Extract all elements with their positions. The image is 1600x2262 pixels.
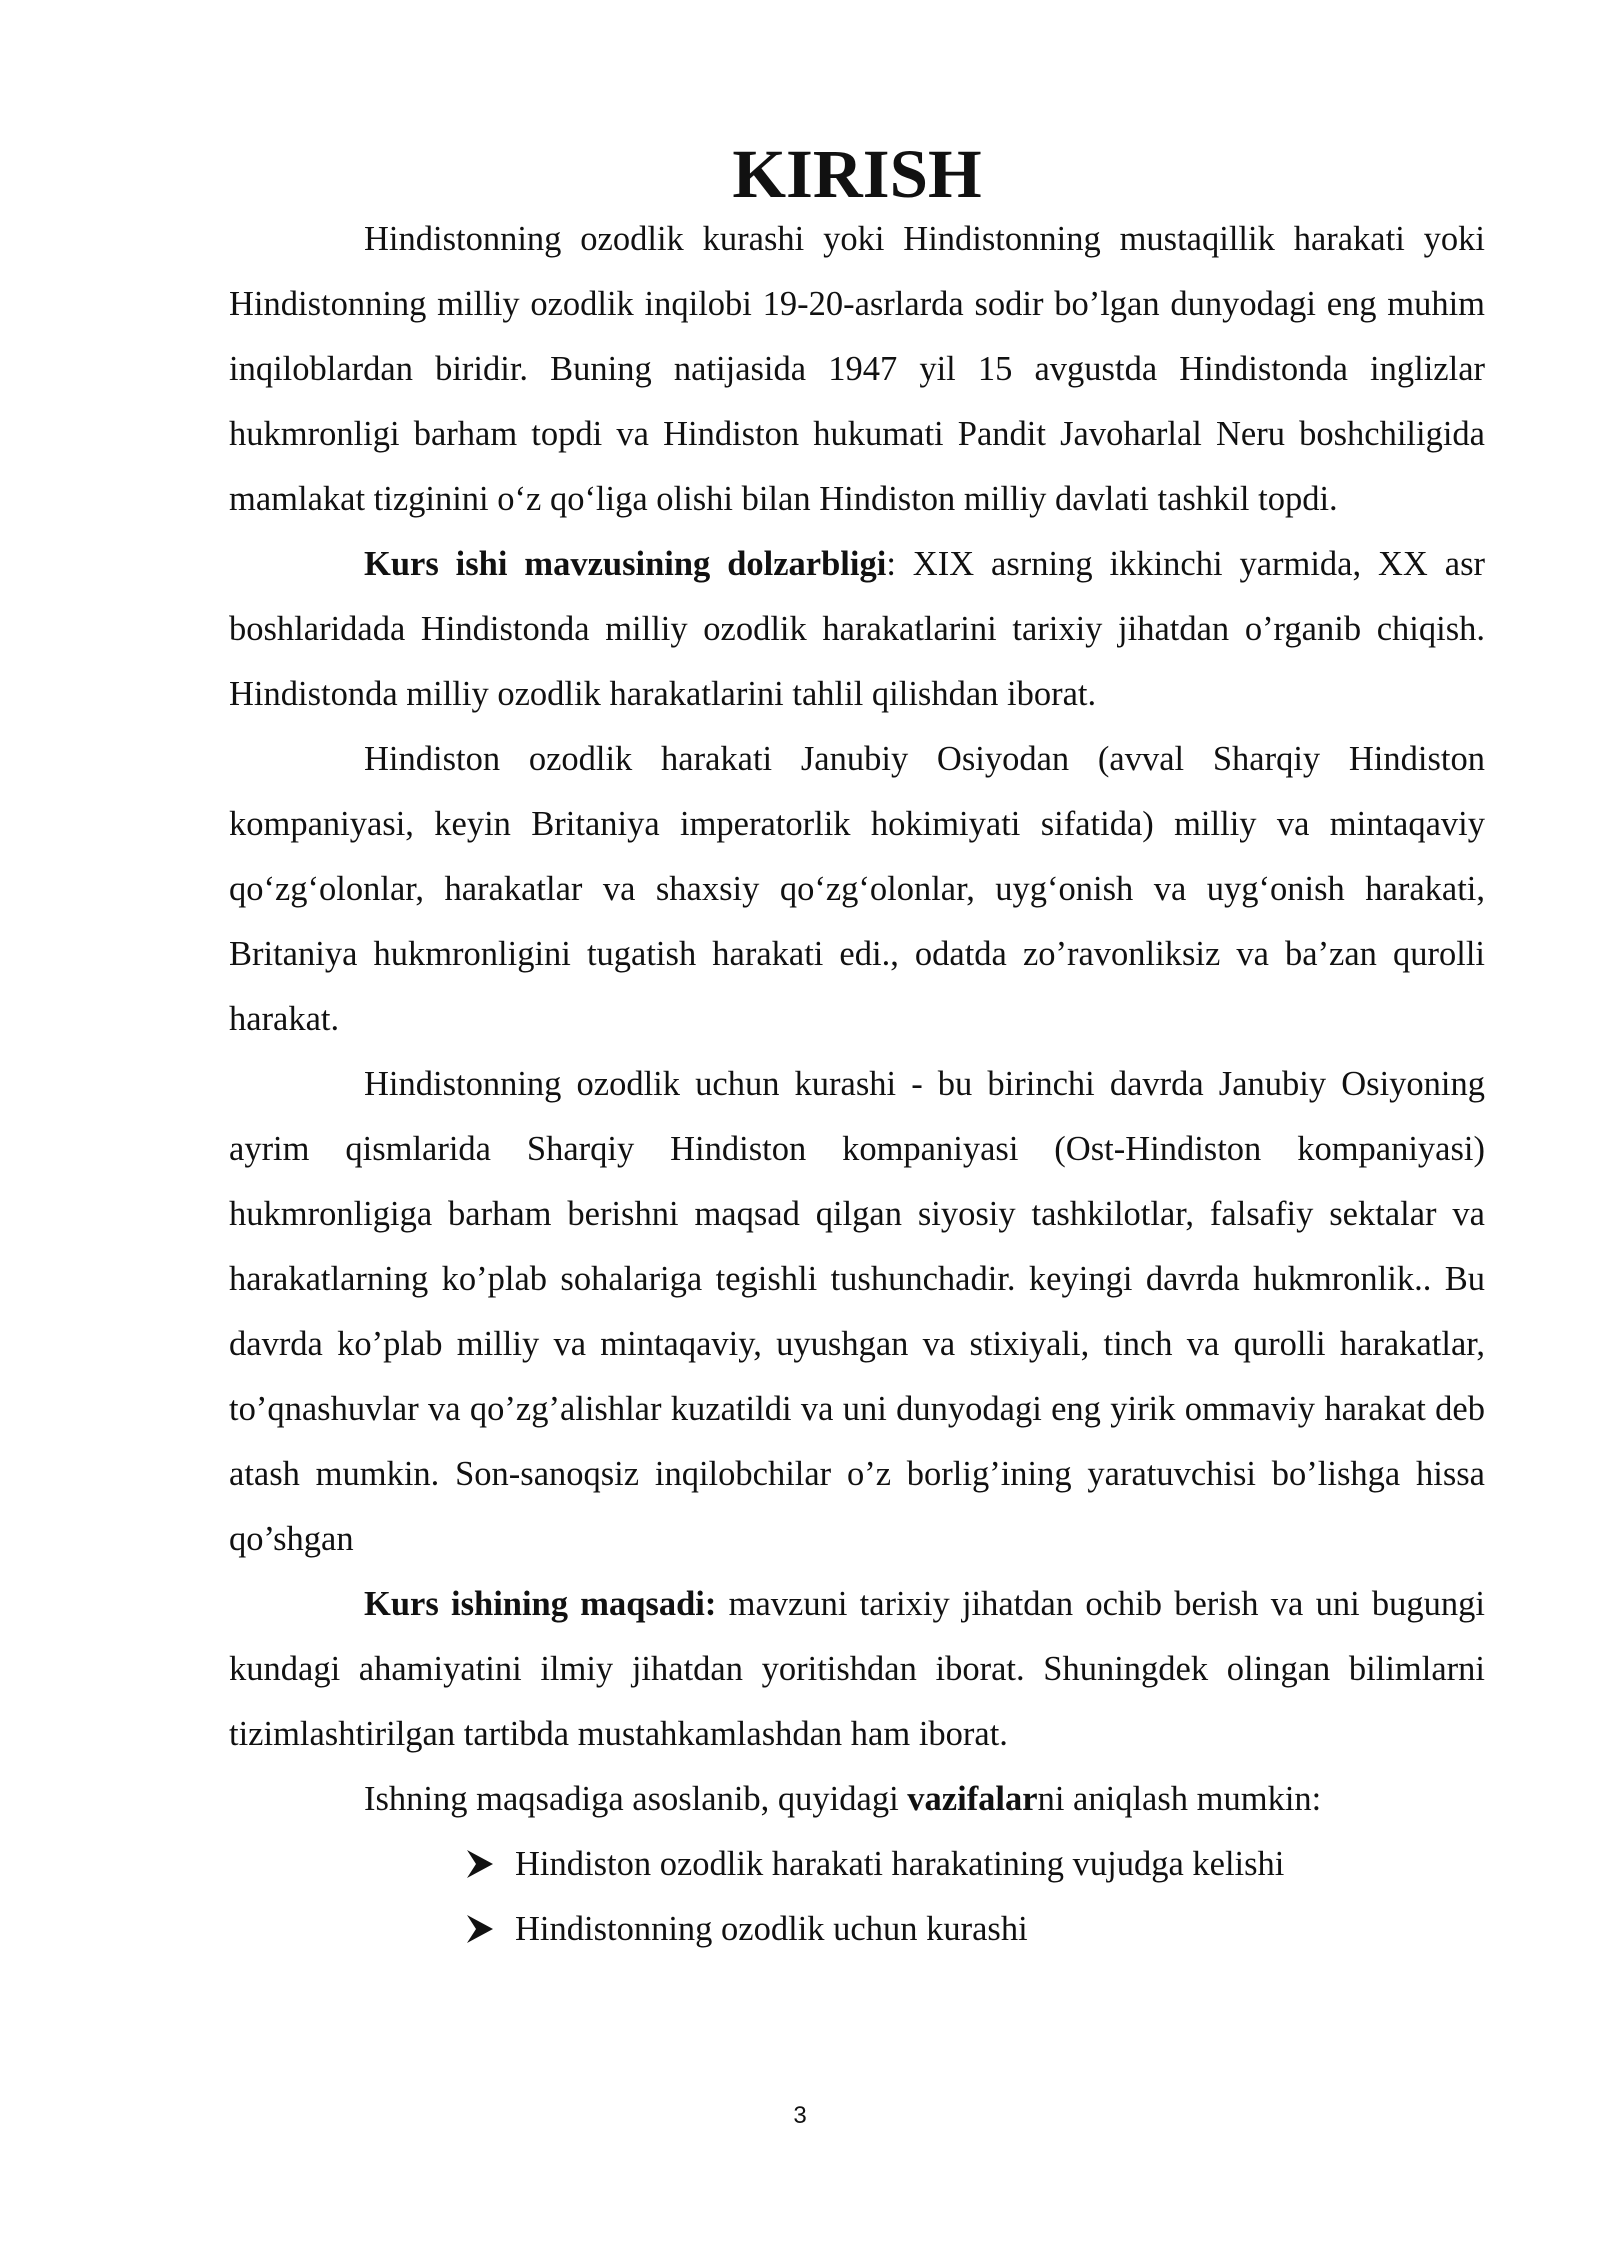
relevance-label: Kurs ishi mavzusining dolzarbligi (364, 545, 887, 583)
tasks-intro-before: Ishning maqsadiga asoslanib, quyidagi (364, 1780, 908, 1818)
task-text: Hindistonning ozodlik uchun kurashi (515, 1910, 1028, 1948)
tasks-list (229, 1832, 1485, 1962)
arrowhead-bullet-icon (465, 1832, 499, 1897)
goal-paragraph (229, 1572, 1485, 1767)
list-item (465, 1832, 1485, 1897)
tasks-intro-after: ni aniqlash mumkin: (1037, 1780, 1322, 1818)
goal-label: Kurs ishining maqsadi: (364, 1585, 717, 1623)
relevance-text: : XIX asrning ikkinchi yarmida, XX asr boshlaridada Hindistonda milliy ozodlik harakatlarini tarixiy jihatdan o’rganib chiqish. Hindistonda milliy ozodlik harakatlarini tahlil qilishdan iborat. (229, 545, 1485, 713)
list-item (465, 1897, 1485, 1962)
page-content (229, 136, 1485, 1962)
page-title: KIRISH (732, 136, 982, 212)
struggle-paragraph: Hindistonning ozodlik uchun kurashi - bu birinchi davrda Janubiy Osiyoning ayrim qismlarida Sharqiy Hindiston kompaniyasi (Ost-Hindiston kompaniyasi) hukmronligiga barham berishni maqsad qilgan siyosiy tashkilotlar, falsafiy sektalar va harakatlarning ko’plab sohalariga tegishli tushunchadir. keyingi davrda hukmronlik.. Bu davrda ko’plab milliy va mintaqaviy, uyushgan va stixiyali, tinch va qurolli harakatlar, to’qnashuvlar va qo’zg’alishlar kuzatildi va uni dunyodagi eng yirik ommaviy harakat deb atash mumkin. Son-sanoqsiz inqilobchilar o’z borlig’ining yaratuvchisi bo’lishga hissa qo’shgan (229, 1065, 1485, 1558)
movement-paragraph: Hindiston ozodlik harakati Janubiy Osiyodan (avval Sharqiy Hindiston kompaniyasi, keyin Britaniya imperatorlik hokimiyati sifatida) milliy va mintaqaviy qo‘zg‘olonlar, harakatlar va shaxsiy qo‘zg‘olonlar, uyg‘onish va uyg‘onish harakati, Britaniya hukmronligini tugatish harakati edi., odatda zo’ravonliksiz va ba’zan qurolli harakat. (229, 740, 1485, 1038)
goal-text: mavzuni tarixiy jihatdan ochib berish va uni bugungi kundagi ahamiyatini ilmiy jihatdan yoritishdan iborat. Shuningdek olingan bilimlarni tizimlashtirilgan tartibda mustahkamlashdan ham iborat. (229, 1585, 1485, 1753)
relevance-paragraph (229, 532, 1485, 727)
arrowhead-bullet-icon (465, 1897, 499, 1962)
intro-paragraph: Hindistonning ozodlik kurashi yoki Hindistonning mustaqillik harakati yoki Hindistonning milliy ozodlik inqilobi 19-20-asrlarda sodir bo’lgan dunyodagi eng muhim inqiloblardan biridir. Buning natijasida 1947 yil 15 avgustda Hindistonda inglizlar hukmronligi barham topdi va Hindiston hukumati Pandit Javoharlal Neru boshchiligida mamlakat tizginini o‘z qo‘liga olishi bilan Hindiston milliy davlati tashkil topdi. (229, 220, 1485, 518)
tasks-intro-paragraph (229, 1767, 1485, 1832)
page-number: 3 (793, 2102, 807, 2129)
task-text: Hindiston ozodlik harakati harakatining vujudga kelishi (515, 1845, 1285, 1883)
tasks-intro-bold: vazifalar (907, 1780, 1038, 1818)
